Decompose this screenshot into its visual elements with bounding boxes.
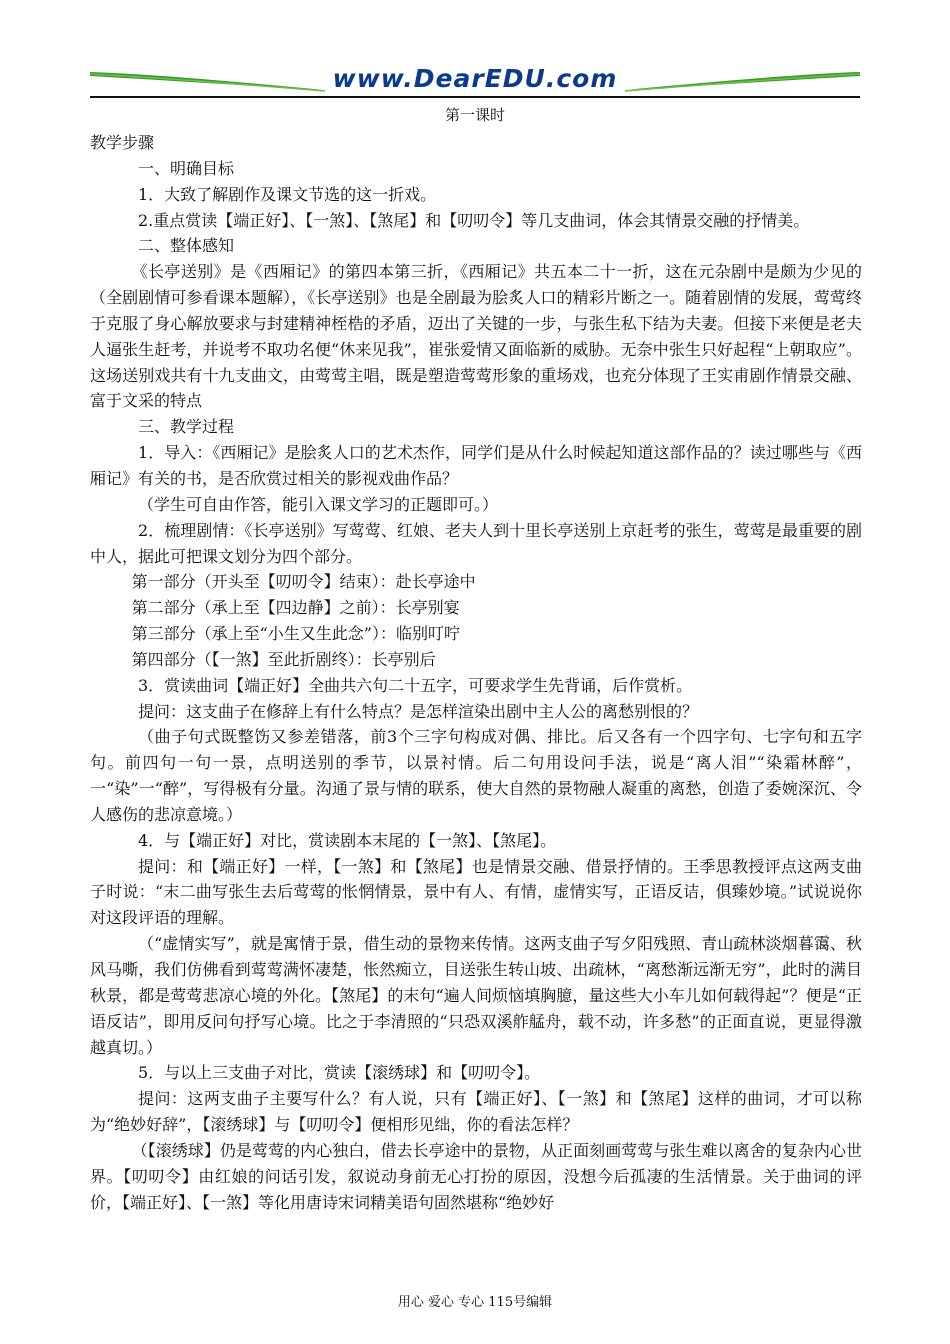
paragraph: 提问：这两支曲子主要写什么？有人说，只有【端正好】、【一煞】和【煞尾】这样的曲词，才可以称为“绝妙好辞”，【滚绣球】与【叨叨令】便相形见绌，你的看法怎样？ <box>90 1089 862 1135</box>
paragraph: 2.重点赏读【端正好】、【一煞】、【煞尾】和【叨叨令】等几支曲词，体会其情景交融的抒情美。 <box>138 210 810 230</box>
page-footer: 用心 爱心 专心 115号编辑 <box>397 1295 553 1310</box>
paragraph: 提问：和【端正好】一样，【一煞】和【煞尾】也是情景交融、借景抒情的。王季思教授评点这两支曲子时说：“末二曲写张生去后莺莺的怅惘情景，景中有人、有情，虚情实写，正语反诘，俱臻妙境。”试说说你对这段评语的理解。 <box>90 856 862 928</box>
paragraph: 5．与以上三支曲子对比，赏读【滚绣球】和【叨叨令】。 <box>138 1063 541 1083</box>
paragraph: （曲子句式既整饬又参差错落，前3个三字句构成对偶、排比。后又各有一个四字句、七字句和五字句。前四句一句一景，点明送别的季节，以景衬情。后二句用设问手法，说是“离人泪”“染霜林醉”，一“染”一“醉”，写得极有分量。沟通了景与情的联系，使大自然的景物融人凝重的离愁，创造了委婉深沉、令人感伤的悲凉意境。） <box>90 727 862 824</box>
list-item: 第四部分（【一煞】至此折剧终）：长亭别后 <box>131 649 436 669</box>
paragraph: 2．梳理剧情：《长亭送别》写莺莺、红娘、老夫人到十里长亭送别上京赶考的张生，莺莺是最重要的剧中人，据此可把课文划分为四个部分。 <box>90 520 862 566</box>
list-item: 第三部分（承上至“小生又生此念”）：临别叮咛 <box>131 624 460 644</box>
paragraph: （学生可自由作答，能引入课文学习的正题即可。） <box>138 494 499 514</box>
list-item: 第二部分（承上至【四边静】之前）：长亭别宴 <box>131 598 460 618</box>
header-divider <box>90 96 860 98</box>
site-logo: www.DearEDU.com <box>332 64 618 93</box>
paragraph: 4．与【端正好】对比，赏读剧本末尾的【一煞】、【煞尾】。 <box>138 830 557 850</box>
paragraph: 1．大致了解剧作及课文节选的这一折戏。 <box>138 184 437 204</box>
paragraph: 1．导入：《西厢记》是脍炙人口的艺术杰作，同学们是从什么时候起知道这部作品的？读过哪些与《西厢记》有关的书，是否欣赏过相关的影视戏曲作品？ <box>90 443 862 488</box>
paragraph: （【滚绣球】仍是莺莺的内心独白，借去长亭途中的景物，从正面刻画莺莺与张生难以离舍的复杂内心世界。【叨叨令】由红娘的问话引发，叙说动身前无心打扮的原因，没想今后孤凄的生活情景。关于曲词的评价，【端正好】、【一煞】等化用唐诗宋词精美语句固然堪称“绝妙好 <box>90 1140 862 1212</box>
section-heading: 二、整体感知 <box>138 236 235 256</box>
section-heading: 一、明确目标 <box>138 158 235 178</box>
section-heading: 教学步骤 <box>90 133 155 152</box>
section-heading: 三、教学过程 <box>138 417 235 437</box>
paragraph: （“虚情实写”，就是寓情于景，借生动的景物来传情。这两支曲子写夕阳残照、青山疏林淡烟暮霭、秋风马嘶，我们仿佛看到莺莺满怀凄楚，怅然痴立，目送张生转山坡、出疏林，“离愁渐远渐无穷”，此时的满目秋景，都是莺莺悲凉心境的外化。【煞尾】的末句“遍人间烦恼填胸臆，量这些大小车儿如何载得起”？便是“正语反诘”，即用反问句抒写心境。比之于李清照的“只恐双溪舴艋舟，载不动，许多愁”的正面直说，更显得激越真切。） <box>90 934 862 1057</box>
paragraph: 3．赏读曲词【端正好】全曲共六句二十五字，可要求学生先背诵，后作赏析。 <box>138 675 693 695</box>
list-item: 第一部分（开头至【叨叨令】结束）：赴长亭途中 <box>131 572 476 592</box>
paragraph: 《长亭送别》是《西厢记》的第四本第三折，《西厢记》共五本二十一折，这在元杂剧中是颇为少见的（全剧剧情可参看课本题解），《长亭送别》也是全剧最为脍炙人口的精彩片断之一。随着剧情的发展，莺莺终于克服了身心解放要求与封建精神桎梏的矛盾，迈出了关键的一步，与张生私下结为夫妻。但接下来便是老夫人逼张生赶考，并说考不取功名便“休来见我”，崔张爱情又面临新的威胁。无奈中张生只好起程“上朝取应”。这场送别戏共有十九支曲文，由莺莺主唱，既是塑造莺莺形象的重场戏，也充分体现了王实甫剧作情景交融、富于文采的特点 <box>90 262 862 411</box>
site-header <box>90 60 860 100</box>
page-title: 第一课时 <box>444 106 505 124</box>
paragraph: 提问：这支曲子在修辞上有什么特点？是怎样渲染出剧中主人公的离愁别恨的？ <box>138 701 699 721</box>
lesson-body <box>90 130 862 1215</box>
